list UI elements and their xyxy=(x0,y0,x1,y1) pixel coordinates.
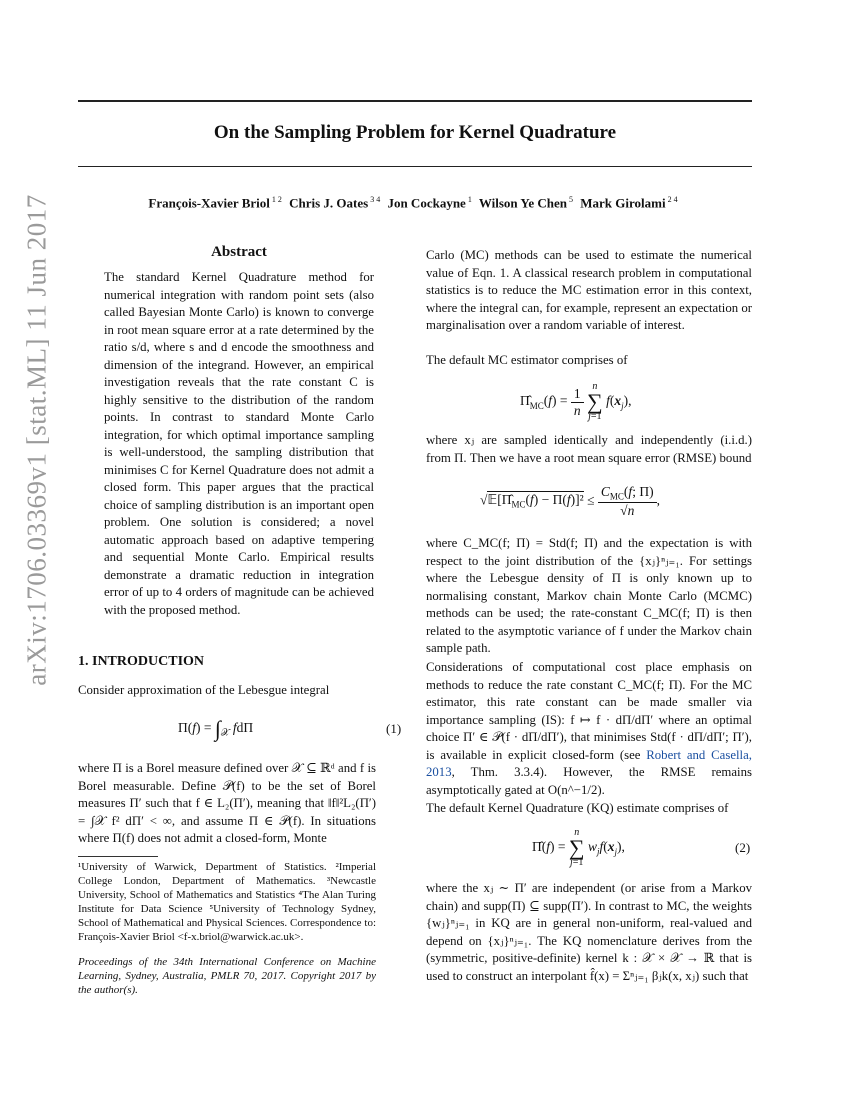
citation-link[interactable]: Robert and Casella, 2013 xyxy=(426,747,752,779)
arxiv-sidebar xyxy=(12,190,62,690)
author-list xyxy=(78,195,752,211)
intro-paragraph-2: where Π is a Borel measure defined over 𝒳 ⊆ ℝᵈ and f is Borel measurable. Define 𝒫(f) to be the set of Borel measures Π′ such that f ∈ L₂(Π′), meaning that ‖f‖²L₂(Π′) = ∫𝒳 f² dΠ′ < ∞, and assume Π ∈ 𝒫(f). In situations where Π(f) does not admit a closed-form, Monte xyxy=(78,761,376,845)
author-affiliation: 1 2 xyxy=(271,195,282,204)
author-name: Wilson Ye Chen xyxy=(478,195,567,211)
paper-title: On the Sampling Problem for Kernel Quadrature xyxy=(213,122,617,143)
intro-paragraph-1: Consider approximation of the Lebesgue integral xyxy=(78,683,330,697)
right-paragraph-6: The default Kernel Quadrature (KQ) estimate comprises of xyxy=(426,801,729,815)
equation-1: $\Pi(f) = \int_𝒳$ fdΠ xyxy=(178,716,254,741)
right-paragraph-2: The default MC estimator comprises of xyxy=(426,353,628,367)
equation-rmse-bound: $√𝔼[\Pî_{MC}(f) - \Pi(f)]^2$ ≤ $\frac{C_{MC}(f; \Pi)}{√n}$ , xyxy=(480,484,660,518)
equation-2-number: (2) xyxy=(735,840,751,855)
author-name: François-Xavier Briol xyxy=(148,195,270,211)
author-name: Jon Cockayne xyxy=(387,195,466,211)
right-paragraph-4: where C_MC(f; Π) = Std(f; Π) and the expectation is with respect to the joint distribution of the {xⱼ}ⁿⱼ₌₁. For settings where the Lebesgue density of Π is only known up to normalising constant, Markov chain Monte Carlo (MCMC) methods can be used; the rate-constant C_MC(f; Π) is then related to the asymptotic variance of f under the Markov chain sample path. xyxy=(426,536,752,655)
p5-text-b: , Thm. 3.3.4). However, the RMSE remains asymptotically gated at O(n^−1/2). xyxy=(426,765,752,797)
abstract-text: The standard Kernel Quadrature method for numerical integration with random point sets (also called Bayesian Monte Carlo) is known to converge in root mean square error at a rate determined by the ratio s/d, where s and d encode the smoothness and dimension of the integrand. However, an empirical investigation reveals that the rate constant C is highly sensitive to the distribution of the random points. In contrast to standard Monte Carlo integration, for which optimal importance sampling is well-understood, the sampling distribution that minimises C for Kernel Quadrature does not admit a closed form. This paper argues that the practical choice of sampling distribution is an important open problem. One solution is considered; a novel automatic approach based on adaptive tempering and sequential Monte Carlo. Empirical results demonstrate a dramatic reduction in integration error of up to 4 orders of magnitude can be achieved with the proposed method. xyxy=(104,270,374,617)
author-affiliation: 3 4 xyxy=(370,195,381,204)
abstract-heading: Abstract xyxy=(211,244,267,260)
equation-2: Π̂(f) = n ∑ j=1 $w_jf(x_j)$, xyxy=(532,827,625,868)
equation-1-number: (1) xyxy=(386,721,402,736)
proceedings-note: Proceedings of the 34th International Conference on Machine Learning, Sydney, Australia, PMLR 70, 2017. Copyright 2017 by the author(s). xyxy=(78,956,376,996)
author-affiliation: 2 4 xyxy=(667,195,678,204)
right-paragraph-3: where xⱼ are sampled identically and independently (i.i.d.) from Π. Then we have a root mean square error (RMSE) bound xyxy=(426,433,752,465)
affiliations-footnote: ¹University of Warwick, Department of Statistics. ²Imperial College London, Department of Mathematics. ³Newcastle University, School of Mathematics and Statistics ⁴The Alan Turing Institute for Data Science ⁵University of Technology Sydney, School of Mathematical and Physical Sciences. Correspondence to: François-Xavier Briol <f-x.briol@warwick.ac.uk>. xyxy=(78,861,376,943)
right-paragraph-1: Carlo (MC) methods can be used to estimate the numerical value of Eqn. 1. A classical research problem in computational statistics is to reduce the MC estimation error in this context, where the integral can, for example, represent an expectation or marginalisation over a random variable of interest. xyxy=(426,248,752,332)
footnote-rule xyxy=(78,856,158,857)
author-affiliation: 5 xyxy=(568,195,573,204)
author-name: Chris J. Oates xyxy=(289,195,369,211)
author-name: Mark Girolami xyxy=(580,195,666,211)
title-rule xyxy=(78,166,752,167)
p5-text-a: Considerations of computational cost place emphasis on methods to reduce the rate constant C_MC(f; Π). For the MC estimator, this rate constant can be made smaller via importance sampling (IS): f ↦ f · dΠ/dΠ′ where an optimal choice Π′ ∈ 𝒫(f · dΠ/dΠ′), that minimises Std(f · dΠ/dΠ′; Π′), is available in explicit closed-form (see xyxy=(426,660,752,762)
arxiv-id: arXiv:1706.03369v1 [stat.ML] 11 Jun 2017 xyxy=(21,194,52,686)
right-paragraph-5 xyxy=(426,659,752,799)
top-rule xyxy=(78,100,752,102)
section-heading: 1. INTRODUCTION xyxy=(78,654,205,669)
right-paragraph-7: where the xⱼ ∼ Π′ are independent (or arise from a Markov chain) and supp(Π) ⊆ supp(Π′). In contrast to MC, the weights {wⱼ}ⁿⱼ₌₁ in KQ are in general non-uniform, real-valued and depend on {xⱼ}ⁿⱼ₌₁. The KQ nomenclature derives from the (symmetric, positive-definite) kernel k : 𝒳 × 𝒳 → ℝ that is used to construct an interpolant f̂(x) = Σⁿⱼ₌₁ βⱼk(x, xⱼ) such that xyxy=(426,881,752,983)
author-affiliation: 1 xyxy=(467,195,472,204)
equation-mc-estimator: $\Pî_{MC}(f)$ = $\frac{1}{n}$ n ∑ j=1 $f(x_j)$, xyxy=(520,381,632,422)
